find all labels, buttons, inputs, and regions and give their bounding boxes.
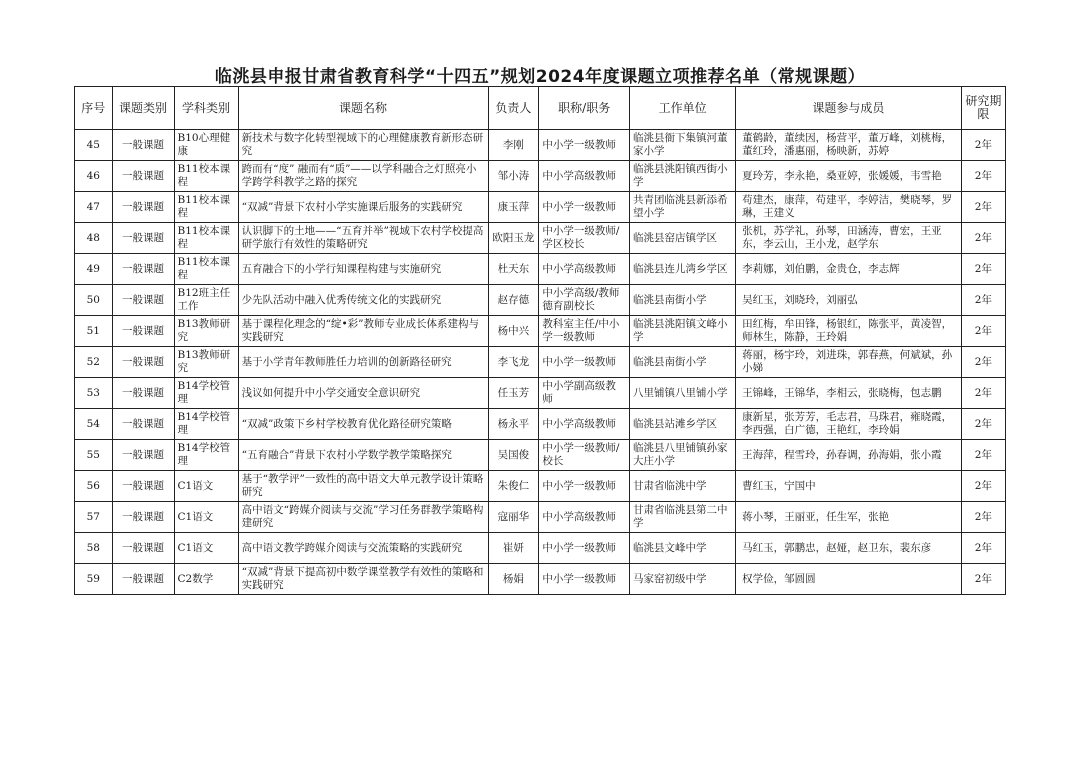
- cell-unit: 共青团临洮县新添希望小学: [630, 192, 736, 223]
- cell-unit: 马家窑初级中学: [630, 564, 736, 595]
- cell-leader: 李飞龙: [488, 347, 539, 378]
- cell-name: 高中语文教学跨媒介阅读与交流策略的实践研究: [238, 533, 488, 564]
- cell-type: 一般课题: [112, 285, 174, 316]
- cell-subject: C1语文: [174, 533, 238, 564]
- cell-no: 48: [75, 223, 113, 254]
- cell-unit: 八里铺镇八里铺小学: [630, 378, 736, 409]
- cell-type: 一般课题: [112, 471, 174, 502]
- cell-type: 一般课题: [112, 192, 174, 223]
- cell-subject: B14学校管理: [174, 409, 238, 440]
- table-row: [75, 223, 1006, 254]
- cell-period: 2年: [961, 161, 1005, 192]
- cell-leader: 吴国俊: [488, 440, 539, 471]
- cell-leader: 杨娟: [488, 564, 539, 595]
- table-row: [75, 409, 1006, 440]
- cell-leader: 康玉萍: [488, 192, 539, 223]
- cell-members: 张机，苏学礼，孙琴，田涵涛，曹宏，王亚东，李云山，王小龙，赵学东: [736, 223, 962, 254]
- cell-leader: 李刚: [488, 130, 539, 161]
- cell-period: 2年: [961, 285, 1005, 316]
- header-type: 课题类别: [112, 87, 174, 130]
- cell-type: 一般课题: [112, 378, 174, 409]
- header-row: [75, 87, 1006, 130]
- cell-name: 基于“教学评”一致性的高中语文大单元教学设计策略研究: [238, 471, 488, 502]
- cell-type: 一般课题: [112, 409, 174, 440]
- cell-members: 苟建杰，康萍，苟建平，李婷洁，樊晓琴，罗琳，王建义: [736, 192, 962, 223]
- cell-leader: 杜天东: [488, 254, 539, 285]
- cell-name: “双减”政策下乡村学校教育优化路径研究策略: [238, 409, 488, 440]
- header-members: 课题参与成员: [736, 87, 962, 130]
- cell-name: 新技术与数字化转型视域下的心理健康教育新形态研究: [238, 130, 488, 161]
- document-title: 临洮县申报甘肃省教育科学“十四五”规划2024年度课题立项推荐名单（常规课题）: [214, 67, 866, 87]
- cell-no: 54: [75, 409, 113, 440]
- table-row: [75, 533, 1006, 564]
- cell-members: 夏玲芳，李永艳，桑亚婷，张媛媛，韦雪艳: [736, 161, 962, 192]
- cell-leader: 邹小涛: [488, 161, 539, 192]
- cell-unit: 临洮县窑店镇学区: [630, 223, 736, 254]
- cell-type: 一般课题: [112, 564, 174, 595]
- cell-type: 一般课题: [112, 502, 174, 533]
- cell-period: 2年: [961, 471, 1005, 502]
- cell-title: 中小学高级教师: [539, 161, 630, 192]
- table-row: [75, 378, 1006, 409]
- cell-subject: B11校本课程: [174, 192, 238, 223]
- cell-no: 52: [75, 347, 113, 378]
- cell-title: 中小学一级教师: [539, 564, 630, 595]
- cell-type: 一般课题: [112, 347, 174, 378]
- cell-members: 田红梅，牟田锋，杨银红，陈张平，黄凌智，师林生，陈静，王玲娟: [736, 316, 962, 347]
- cell-members: 曹红玉，宁国中: [736, 471, 962, 502]
- cell-name: 跨而有“度” 融而有“质”——以学科融合之灯照亮小学跨学科教学之路的探究: [238, 161, 488, 192]
- table-row: [75, 254, 1006, 285]
- cell-unit: 临洮县衙下集镇河董家小学: [630, 130, 736, 161]
- cell-no: 45: [75, 130, 113, 161]
- header-leader: 负责人: [488, 87, 539, 130]
- header-unit: 工作单位: [630, 87, 736, 130]
- cell-members: 蒋丽，杨宇玲，刘进珠，郭春燕，何斌斌，孙小娣: [736, 347, 962, 378]
- cell-no: 56: [75, 471, 113, 502]
- cell-title: 中小学一级教师: [539, 533, 630, 564]
- cell-no: 55: [75, 440, 113, 471]
- cell-unit: 临洮县站滩乡学区: [630, 409, 736, 440]
- cell-type: 一般课题: [112, 254, 174, 285]
- cell-subject: B11校本课程: [174, 161, 238, 192]
- cell-title: 中小学高级教师: [539, 409, 630, 440]
- cell-name: 认识脚下的土地——“五育并举”视域下农村学校提高研学旅行有效性的策略研究: [238, 223, 488, 254]
- cell-leader: 欧阳玉龙: [488, 223, 539, 254]
- cell-title: 中小学一级教师: [539, 130, 630, 161]
- cell-subject: B10心理健康: [174, 130, 238, 161]
- cell-leader: 杨永平: [488, 409, 539, 440]
- cell-no: 53: [75, 378, 113, 409]
- cell-members: 董鹤龄，董续因，杨营平，董万峰，刘桃梅，董红玲，潘惠丽，杨映新，苏婷: [736, 130, 962, 161]
- cell-subject: C2数学: [174, 564, 238, 595]
- cell-period: 2年: [961, 409, 1005, 440]
- cell-subject: B13教师研究: [174, 347, 238, 378]
- cell-period: 2年: [961, 316, 1005, 347]
- cell-type: 一般课题: [112, 440, 174, 471]
- cell-members: 权学俭，邹圆圆: [736, 564, 962, 595]
- cell-type: 一般课题: [112, 130, 174, 161]
- cell-period: 2年: [961, 378, 1005, 409]
- table-row: [75, 564, 1006, 595]
- cell-no: 47: [75, 192, 113, 223]
- header-title: 职称/职务: [539, 87, 630, 130]
- cell-name: 少先队活动中融入优秀传统文化的实践研究: [238, 285, 488, 316]
- cell-title: 中小学高级教师: [539, 502, 630, 533]
- cell-subject: C1语文: [174, 502, 238, 533]
- cell-period: 2年: [961, 192, 1005, 223]
- cell-unit: 临洮县洮阳镇文峰小学: [630, 316, 736, 347]
- cell-name: “五育融合”背景下农村小学数学教学策略探究: [238, 440, 488, 471]
- cell-subject: B11校本课程: [174, 223, 238, 254]
- header-no: 序号: [75, 87, 113, 130]
- cell-title: 中小学高级/教师德育副校长: [539, 285, 630, 316]
- cell-no: 50: [75, 285, 113, 316]
- table-row: [75, 130, 1006, 161]
- cell-period: 2年: [961, 347, 1005, 378]
- cell-name: 基于课程化理念的“绽•彩”教师专业成长体系建构与实践研究: [238, 316, 488, 347]
- cell-leader: 寇丽华: [488, 502, 539, 533]
- cell-leader: 崔妍: [488, 533, 539, 564]
- cell-no: 59: [75, 564, 113, 595]
- cell-period: 2年: [961, 502, 1005, 533]
- cell-leader: 杨中兴: [488, 316, 539, 347]
- cell-period: 2年: [961, 440, 1005, 471]
- cell-subject: B14学校管理: [174, 440, 238, 471]
- cell-unit: 临洮县洮阳镇西街小学: [630, 161, 736, 192]
- cell-members: 马红玉，郭鹏忠，赵娅，赵卫东，裴东彦: [736, 533, 962, 564]
- cell-members: 康新星，张芳芳，毛志君，马珠君，雍晓霞，李西强，白广德，王艳红，李玲娟: [736, 409, 962, 440]
- cell-name: 浅议如何提升中小学交通安全意识研究: [238, 378, 488, 409]
- table-row: [75, 347, 1006, 378]
- cell-period: 2年: [961, 533, 1005, 564]
- cell-members: 吴红玉，刘晓玲，刘丽弘: [736, 285, 962, 316]
- cell-type: 一般课题: [112, 533, 174, 564]
- cell-unit: 临洮县南街小学: [630, 285, 736, 316]
- cell-subject: B14学校管理: [174, 378, 238, 409]
- cell-name: 高中语文“跨媒介阅读与交流”学习任务群教学策略构建研究: [238, 502, 488, 533]
- table-row: [75, 192, 1006, 223]
- cell-name: 五育融合下的小学行知课程构建与实施研究: [238, 254, 488, 285]
- cell-no: 49: [75, 254, 113, 285]
- cell-title: 中小学一级教师/校长: [539, 440, 630, 471]
- table-row: [75, 285, 1006, 316]
- cell-unit: 临洮县南街小学: [630, 347, 736, 378]
- table-row: [75, 161, 1006, 192]
- cell-type: 一般课题: [112, 223, 174, 254]
- cell-type: 一般课题: [112, 316, 174, 347]
- cell-name: “双减”背景下提高初中数学课堂教学有效性的策略和实践研究: [238, 564, 488, 595]
- recommendation-table: [74, 86, 1006, 595]
- cell-unit: 甘肃省临洮中学: [630, 471, 736, 502]
- cell-members: 王锦峰，王锦华，李相云，张晓梅，包志鹏: [736, 378, 962, 409]
- cell-subject: B12班主任工作: [174, 285, 238, 316]
- cell-no: 57: [75, 502, 113, 533]
- table-row: [75, 471, 1006, 502]
- cell-subject: B11校本课程: [174, 254, 238, 285]
- cell-members: 李莉娜，刘伯鹏，金贵仓，李志辉: [736, 254, 962, 285]
- cell-title: 中小学高级教师: [539, 254, 630, 285]
- cell-period: 2年: [961, 223, 1005, 254]
- cell-leader: 任玉芳: [488, 378, 539, 409]
- cell-title: 中小学一级教师: [539, 347, 630, 378]
- cell-no: 51: [75, 316, 113, 347]
- header-subject: 学科类别: [174, 87, 238, 130]
- header-period: 研究期限: [961, 87, 1005, 130]
- cell-subject: C1语文: [174, 471, 238, 502]
- cell-title: 中小学一级教师/学区校长: [539, 223, 630, 254]
- table-row: [75, 502, 1006, 533]
- cell-unit: 临洮县文峰中学: [630, 533, 736, 564]
- cell-name: 基于小学青年教师胜任力培训的创新路径研究: [238, 347, 488, 378]
- cell-members: 蒋小琴，王丽亚，任生军，张艳: [736, 502, 962, 533]
- table-row: [75, 440, 1006, 471]
- cell-leader: 赵存德: [488, 285, 539, 316]
- cell-name: “双减”背景下农村小学实施课后服务的实践研究: [238, 192, 488, 223]
- header-name: 课题名称: [238, 87, 488, 130]
- cell-period: 2年: [961, 564, 1005, 595]
- cell-unit: 临洮县连儿湾乡学区: [630, 254, 736, 285]
- cell-members: 王海萍，程雪玲，孙春调，孙海娟，张小霞: [736, 440, 962, 471]
- cell-no: 46: [75, 161, 113, 192]
- cell-title: 中小学一级教师: [539, 192, 630, 223]
- cell-type: 一般课题: [112, 161, 174, 192]
- cell-title: 教科室主任/中小学一级教师: [539, 316, 630, 347]
- cell-period: 2年: [961, 254, 1005, 285]
- cell-unit: 甘肃省临洮县第二中学: [630, 502, 736, 533]
- cell-period: 2年: [961, 130, 1005, 161]
- cell-title: 中小学副高级教师: [539, 378, 630, 409]
- table-row: [75, 316, 1006, 347]
- cell-no: 58: [75, 533, 113, 564]
- cell-leader: 朱俊仁: [488, 471, 539, 502]
- cell-unit: 临洮县八里铺镇孙家大庄小学: [630, 440, 736, 471]
- cell-title: 中小学一级教师: [539, 471, 630, 502]
- cell-subject: B13教师研究: [174, 316, 238, 347]
